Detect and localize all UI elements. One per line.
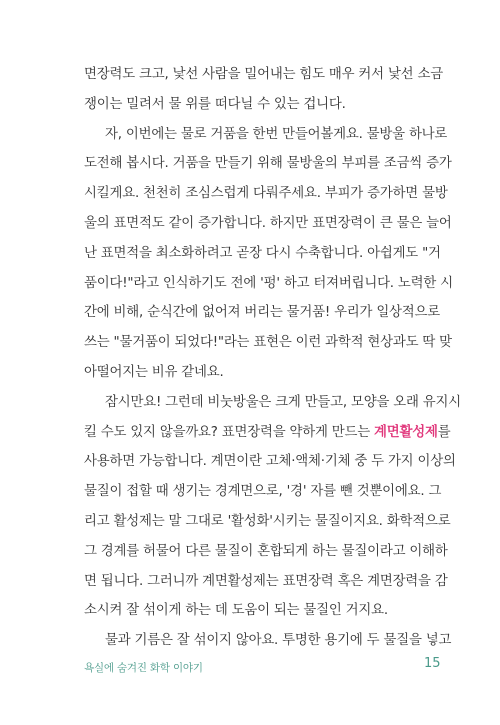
- page-number: 15: [424, 656, 441, 671]
- paragraph-1: [84, 60, 443, 120]
- text-segment: 를: [437, 424, 451, 440]
- paragraph-4: [84, 626, 452, 656]
- highlighted-term: 계면활성제: [374, 424, 438, 440]
- text-line: 자, 이번에는 물로 거품을 한번 만들어볼게요. 물방울 하나로: [105, 126, 448, 142]
- text-line: 리고 활성제는 말 그대로 '활성화'시키는 물질이지요. 화학적으로: [84, 513, 451, 529]
- text-line: 난 표면적을 최소화하려고 곧장 다시 수축합니다. 아쉽게도 "거: [84, 245, 441, 261]
- text-line: 면장력도 크고, 낯선 사람을 밀어내는 힘도 매우 커서 낯선 소금: [84, 67, 443, 82]
- paragraph-3: [84, 388, 462, 626]
- text-line: 울의 표면적도 같이 증가합니다. 하지만 표면장력이 큰 물은 늘어: [84, 215, 452, 231]
- text-segment: 킬 수도 있지 않을까요? 표면장력을 약하게 만드는: [84, 424, 375, 440]
- text-line: 소시켜 잘 섞이게 하는 데 도움이 되는 물질인 거지요.: [84, 603, 388, 619]
- text-line: 면 됩니다. 그러니까 계면활성제는 표면장력 혹은 계면장력을 감: [84, 573, 448, 589]
- text-line: 품이다!"라고 인식하기도 전에 '펑' 하고 터져버립니다. 노력한 시: [84, 275, 453, 291]
- text-line: 사용하면 가능합니다. 계면이란 고체·액체·기체 중 두 가지 이상의: [84, 454, 456, 470]
- text-line: 시킬게요. 천천히 조심스럽게 다뤄주세요. 부피가 증가하면 물방: [84, 186, 448, 202]
- page-body: [84, 60, 462, 656]
- text-line: 쓰는 "물거품이 되었다!"라는 표현은 이런 과학적 현상과도 딱 맞: [84, 335, 452, 351]
- text-line: 잠시만요! 그런데 비눗방울은 크게 만들고, 모양을 오래 유지시: [105, 394, 462, 410]
- paragraph-2: [84, 120, 453, 388]
- footer-book-title: 욕실에 숨겨진 화학 이야기: [84, 662, 203, 674]
- text-line: 쟁이는 밀려서 물 위를 떠다닐 수 있는 겁니다.: [84, 96, 346, 112]
- text-line-with-highlight: [84, 418, 451, 448]
- text-line: 물질이 접할 때 생기는 경계면으로, '경' 자를 뺀 것뿐이에요. 그: [84, 484, 442, 500]
- text-line: 간에 비해, 순식간에 없어져 버리는 물거품! 우리가 일상적으로: [84, 305, 441, 321]
- text-line: 그 경계를 허물어 다른 물질이 혼합되게 하는 물질이라고 이해하: [84, 543, 448, 559]
- text-line: 아떨어지는 비유 같네요.: [84, 364, 224, 380]
- text-line: 도전해 봅시다. 거품을 만들기 위해 물방울의 부피를 조금씩 증가: [84, 156, 452, 172]
- text-line: 물과 기름은 잘 섞이지 않아요. 투명한 용기에 두 물질을 넣고: [105, 633, 452, 649]
